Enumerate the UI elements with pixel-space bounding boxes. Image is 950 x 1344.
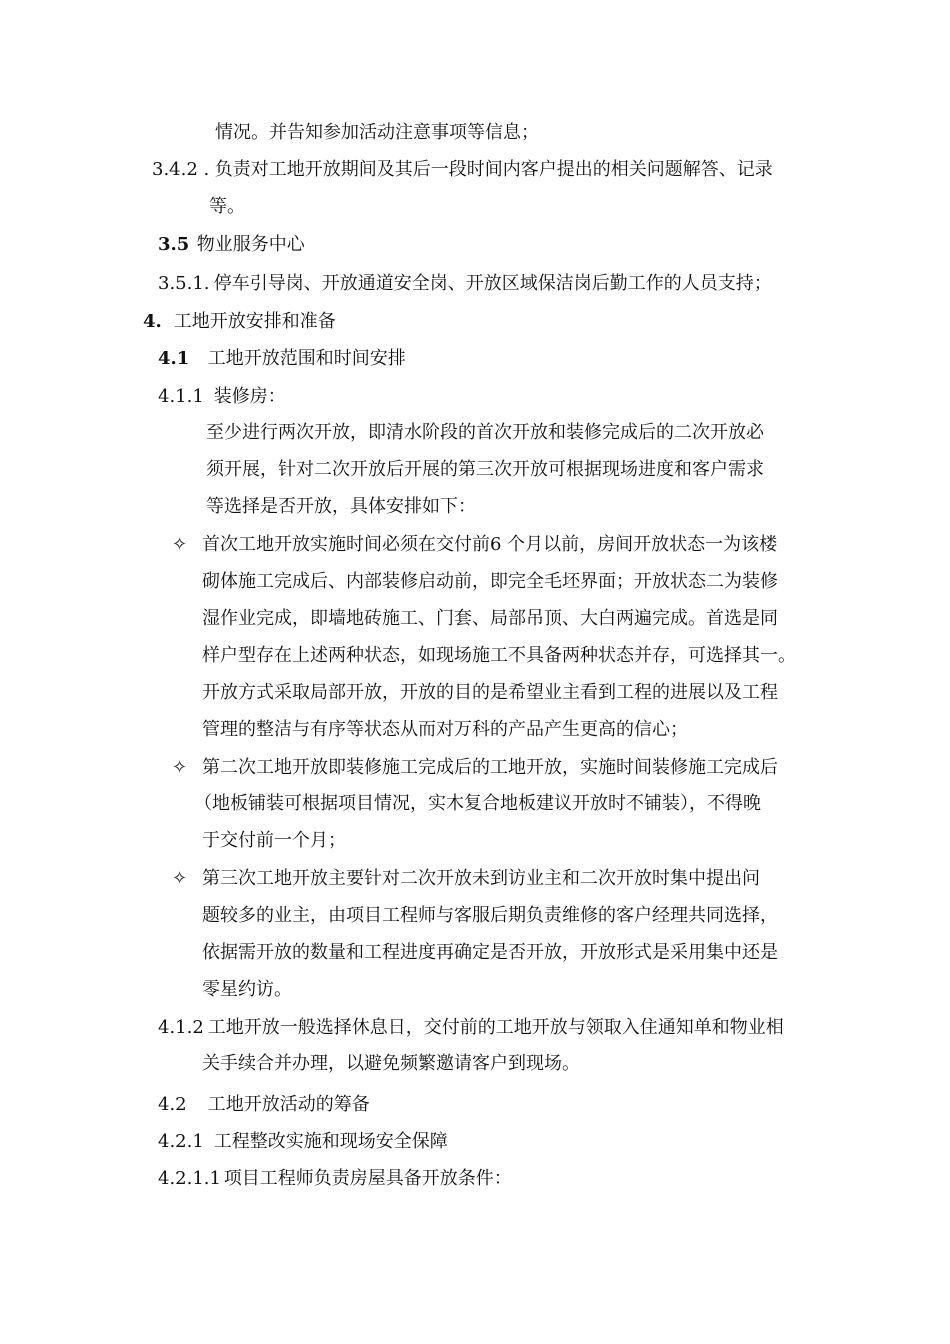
line-text: 题较多的业主，由项目工程师与客服后期负责维修的客户经理共同选择， <box>202 905 778 926</box>
diamond-bullet-icon: ✧ <box>172 868 188 889</box>
paragraph-line <box>206 458 764 482</box>
line-text: 工地开放一般选择休息日，交付前的工地开放与领取入住通知单和物业相 <box>207 1017 784 1038</box>
section-line-4-1-1 <box>158 385 286 409</box>
line-text: 开放方式采取局部开放，开放的目的是希望业主看到工程的进展以及工程 <box>202 682 778 703</box>
section-number: 4.2 <box>158 1094 187 1115</box>
section-number: 4.1.1 <box>158 386 204 407</box>
section-line-3-4-2 <box>152 158 773 182</box>
section-number: 3.4.2 . <box>152 159 210 180</box>
section-number: 4.2.1 <box>158 1131 204 1152</box>
section-heading-4-2 <box>158 1093 370 1117</box>
paragraph-line <box>215 121 539 145</box>
section-number: 4.1.2 <box>158 1017 204 1038</box>
line-text: （地板铺装可根据项目情况，实木复合地板建议开放时不铺装），不得晚 <box>194 793 761 814</box>
line-text: 湿作业完成，即墙地砖施工、门套、局部吊顶、大白两遍完成。首选是同 <box>202 608 778 629</box>
chapter-title: 工地开放安排和准备 <box>173 311 336 332</box>
section-line-3-5-1 <box>158 272 772 296</box>
section-number: 4.2.1.1 <box>158 1168 221 1189</box>
section-title: 工地开放范围和时间安排 <box>207 348 406 369</box>
bullet-line <box>202 829 346 853</box>
diamond-bullet-icon: ✧ <box>172 757 188 778</box>
line-text: 管理的整洁与有序等状态从而对万科的产品产生更高的信心； <box>202 719 688 740</box>
section-title: 物业服务中心 <box>196 234 305 255</box>
line-text: 至少进行两次开放，即清水阶段的首次开放和装修完成后的二次开放必 <box>206 422 764 443</box>
section-number: 3.5 <box>158 234 190 255</box>
chapter-heading-4 <box>143 310 336 334</box>
line-text: 等选择是否开放，具体安排如下： <box>206 496 476 517</box>
line-text: 样户型存在上述两种状态，如现场施工不具备两种状态并存，可选择其一。 <box>202 645 796 666</box>
paragraph-line <box>206 495 476 519</box>
section-title: 工地开放活动的筹备 <box>207 1094 370 1115</box>
bullet-line <box>202 756 778 780</box>
section-line-4-2-1 <box>158 1130 448 1154</box>
bullet-line <box>202 607 778 631</box>
line-text: 首次工地开放实施时间必须在交付前6 个月以前，房间开放状态一为该楼 <box>202 534 778 555</box>
line-text: 关手续合并办理，以避免频繁邀请客户到现场。 <box>202 1053 580 1074</box>
bullet-line <box>202 533 777 557</box>
line-text: 等。 <box>209 196 245 217</box>
line-text: 砌体施工完成后、内部装修启动前，即完全毛坯界面；开放状态二为装修 <box>202 571 778 592</box>
line-text: 负责对工地开放期间及其后一段时间内客户提出的相关问题解答、记录 <box>214 159 773 180</box>
bullet-line <box>202 904 778 928</box>
line-text: 第二次工地开放即装修施工完成后的工地开放，实施时间装修施工完成后 <box>202 757 778 778</box>
line-text: 依据需开放的数量和工程进度再确定是否开放，开放形式是采用集中还是 <box>202 942 778 963</box>
section-heading-4-1 <box>158 347 406 371</box>
section-heading-3-5 <box>158 233 305 257</box>
paragraph-line <box>206 421 764 445</box>
bullet-line <box>202 644 796 668</box>
bullet-line <box>202 570 778 594</box>
bullet-line <box>202 718 688 742</box>
line-text: 须开展，针对二次开放后开展的第三次开放可根据现场进度和客户需求 <box>206 459 764 480</box>
bullet-line <box>202 978 292 1002</box>
section-line-4-1-2 <box>158 1016 784 1040</box>
paragraph-line <box>209 195 245 219</box>
section-line-4-2-1-1 <box>158 1167 512 1191</box>
line-text: 停车引导岗、开放通道安全岗、开放区域保洁岗后勤工作的人员支持； <box>213 273 772 294</box>
bullet-line <box>194 792 761 816</box>
line-text: 情况。并告知参加活动注意事项等信息； <box>215 122 539 143</box>
section-number: 3.5.1. <box>158 273 210 294</box>
line-text: 装修房： <box>213 386 286 407</box>
bullet-line <box>202 867 760 891</box>
diamond-bullet-icon: ✧ <box>172 534 188 555</box>
chapter-number: 4. <box>143 311 162 332</box>
bullet-line <box>202 681 778 705</box>
line-text: 第三次工地开放主要针对二次开放未到访业主和二次开放时集中提出问 <box>202 868 760 889</box>
section-number: 4.1 <box>158 348 190 369</box>
line-text: 零星约访。 <box>202 979 292 1000</box>
line-text: 工程整改实施和现场安全保障 <box>213 1131 448 1152</box>
line-text: 项目工程师负责房屋具备开放条件： <box>223 1168 512 1189</box>
bullet-line <box>202 941 778 965</box>
line-text: 于交付前一个月； <box>202 830 346 851</box>
paragraph-line <box>202 1052 580 1076</box>
